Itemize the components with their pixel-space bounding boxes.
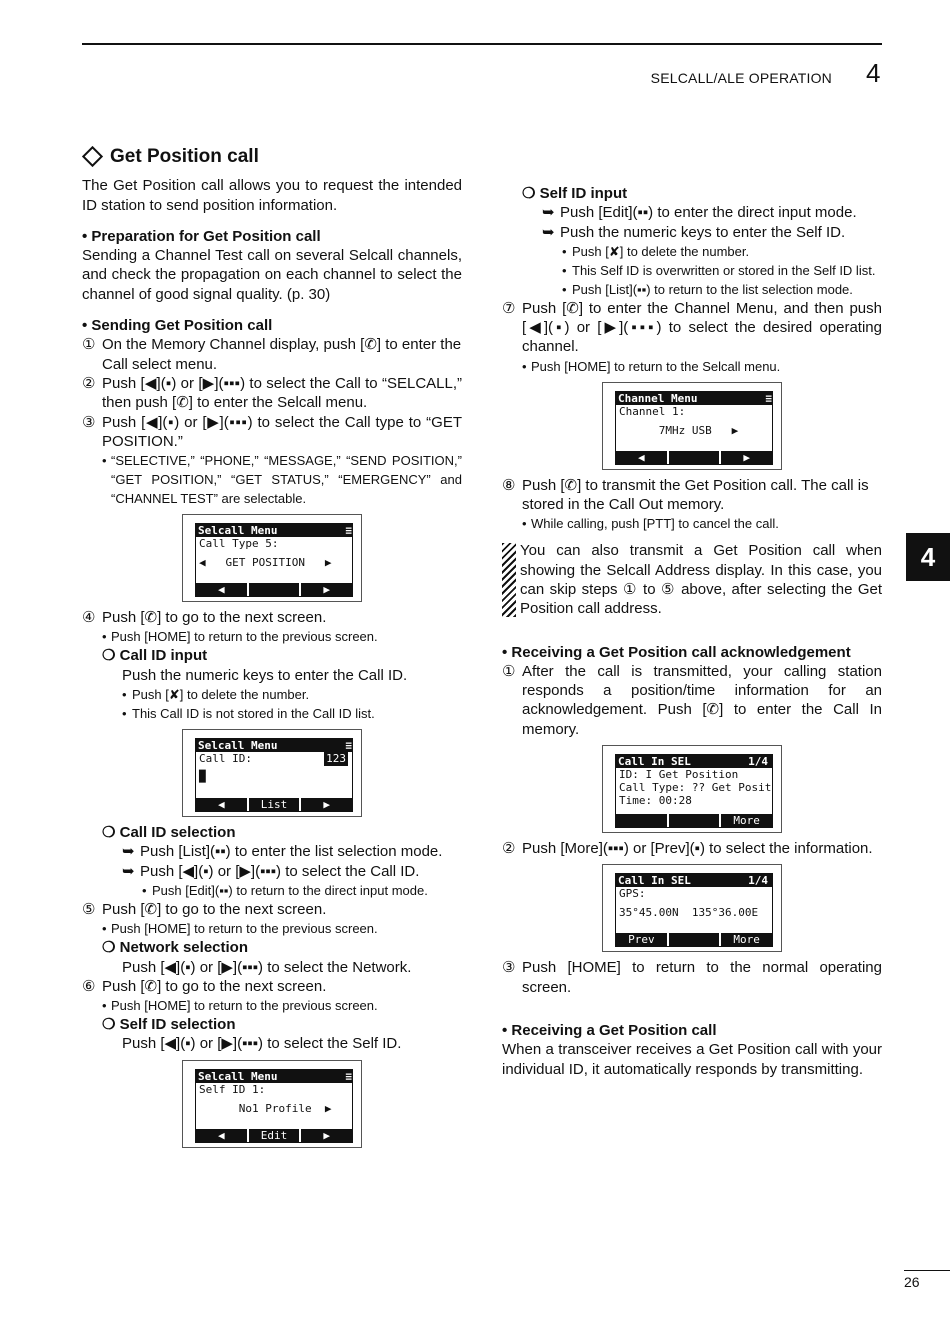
callid-input-text: Push the numeric keys to enter the Call ID. bbox=[122, 666, 408, 684]
lcd-row: GPS: bbox=[619, 887, 646, 901]
right-column bbox=[502, 184, 882, 1079]
selfin-note-3: • Push [List](▪▪) to return to the list selection mode. bbox=[562, 281, 853, 297]
softkey: ◀ bbox=[218, 798, 225, 812]
softkey: ◀ bbox=[218, 1128, 225, 1142]
page-number: 26 bbox=[904, 1274, 920, 1290]
lcd-title: Selcall Menu bbox=[198, 524, 278, 538]
selfin-note-2: • This Self ID is overwritten or stored in the Self ID list. bbox=[562, 262, 876, 278]
softkey bbox=[667, 451, 720, 464]
softkey: ▶ bbox=[299, 798, 352, 811]
network-heading: ❍ Network selection bbox=[102, 939, 248, 957]
step-5-note: • Push [HOME] to return to the previous screen. bbox=[102, 921, 378, 937]
lcd-count: 1/4 bbox=[748, 874, 768, 888]
step-1: ① On the Memory Channel display, push [✆] to enter the Call select menu. bbox=[82, 336, 462, 373]
step-7: ⑦ Push [✆] to enter the Channel Menu, and then push [◀](▪) or [▶](▪▪▪) to select the desired operating channel. bbox=[502, 299, 882, 356]
softkey: ▶ bbox=[719, 451, 772, 464]
left-column bbox=[82, 147, 462, 1154]
softkey: List bbox=[247, 798, 300, 811]
diamond-icon bbox=[82, 146, 103, 167]
callid-note-2: • This Call ID is not stored in the Call ID list. bbox=[122, 706, 375, 722]
top-rule bbox=[82, 43, 882, 45]
lcd-row: 7MHz USB ▶ bbox=[619, 423, 739, 437]
lcd-title: Channel Menu bbox=[618, 391, 698, 405]
softkey: ◀ bbox=[638, 450, 645, 464]
lcd-row: ID: I Get Position bbox=[619, 768, 739, 782]
network-text: Push [◀](▪) or [▶](▪▪▪) to select the Network. bbox=[122, 958, 412, 976]
selfid-selection-text: Push [◀](▪) or [▶](▪▪▪) to select the Self ID. bbox=[122, 1035, 402, 1053]
step-4: ④ Push [✆] to go to the next screen. bbox=[82, 609, 327, 627]
lcd-row: Self ID 1: bbox=[199, 1082, 266, 1096]
step-3-note: • “SELECTIVE,” “PHONE,” “MESSAGE,” “SEND POSITION,” “GET POSITION,” “GET STATUS,” “EMERGENCY” and “CHANNEL TEST” are selectable. bbox=[102, 453, 462, 507]
lcd-row: 35°45.00N 135°36.00E bbox=[619, 906, 759, 920]
step-2: ② Push [◀](▪) or [▶](▪▪▪) to select the Call to “SELCALL,” then push [✆] to enter the Selcall menu. bbox=[82, 374, 462, 412]
step-5: ⑤ Push [✆] to go to the next screen. bbox=[82, 900, 327, 918]
softkey: ▶ bbox=[299, 1129, 352, 1142]
callid-selection-heading: ❍ Call ID selection bbox=[102, 824, 236, 842]
softkey: ◀ bbox=[218, 583, 225, 597]
note-hatch-icon bbox=[502, 543, 516, 617]
page-rule bbox=[904, 1270, 950, 1271]
lcd-callin-1 bbox=[602, 745, 782, 833]
softkey: Edit bbox=[247, 1129, 300, 1142]
recv-text: When a transceiver receives a Get Position call with your individual ID, it automatically responds by transmitting. bbox=[502, 1041, 882, 1078]
lcd-row: Call Type 5: bbox=[199, 537, 279, 551]
softkey bbox=[247, 583, 300, 596]
lcd-title: Selcall Menu bbox=[198, 1069, 278, 1083]
recv-step-3: ③ Push [HOME] to return to the normal operating screen. bbox=[502, 959, 882, 996]
lcd-row: Time: 00:28 bbox=[619, 794, 692, 808]
step-6-note: • Push [HOME] to return to the previous screen. bbox=[102, 998, 378, 1014]
lcd-cursor: █ bbox=[199, 770, 206, 784]
section-title: Get Position call bbox=[82, 147, 462, 166]
callid-note-1: • Push [✘] to delete the number. bbox=[122, 687, 310, 703]
softkey: Prev bbox=[628, 933, 655, 947]
recv-ack-heading: • Receiving a Get Position call acknowledgement bbox=[502, 643, 851, 661]
callsel-note: • Push [Edit](▪▪) to return to the direct input mode. bbox=[142, 882, 428, 898]
lcd-value: 123 bbox=[326, 752, 346, 766]
softkey bbox=[667, 814, 720, 827]
selfin-arrow-2: ➥ Push the numeric keys to enter the Self ID. bbox=[542, 223, 846, 241]
lcd-selcall-selfid: Selcall Menu ≡ Self ID 1: No1 Profile ▶ ◀ Edit ▶ bbox=[182, 1060, 362, 1148]
prep-heading: • Preparation for Get Position call bbox=[82, 227, 321, 245]
step-8-note: • While calling, push [PTT] to cancel the call. bbox=[522, 516, 779, 532]
step-8: ⑧ Push [✆] to transmit the Get Position call. The call is stored in the Call Out memory. bbox=[502, 476, 869, 514]
lcd-selcall-calltype: Selcall Menu ≡ Call Type 5: ◀ GET POSITION ▶ ◀ ▶ bbox=[182, 514, 362, 602]
step-7-note: • Push [HOME] to return to the Selcall menu. bbox=[522, 358, 781, 374]
lcd-title: Call In SEL bbox=[618, 755, 691, 769]
lcd-channel-menu: Channel Menu ≡ Channel 1: 7MHz USB ▶ ◀ ▶ bbox=[602, 382, 782, 470]
callsel-arrow-1: ➥ Push [List](▪▪) to enter the list selection mode. bbox=[122, 843, 443, 861]
softkey bbox=[616, 814, 667, 827]
lcd-row: Channel 1: bbox=[619, 404, 686, 418]
softkey: More bbox=[719, 814, 772, 827]
send-heading: • Sending Get Position call bbox=[82, 317, 273, 335]
lcd-selcall-callid: Selcall Menu ≡ Call ID: 123 █ ◀ List ▶ bbox=[182, 729, 362, 817]
selfid-input-heading: ❍ Self ID input bbox=[522, 185, 628, 202]
lcd-row: Call Type: ?? Get Posit bbox=[619, 781, 772, 795]
callid-input-heading: ❍ Call ID input bbox=[102, 647, 208, 665]
softkey: ▶ bbox=[299, 583, 352, 596]
softkey bbox=[667, 933, 720, 946]
step-3: ③ Push [◀](▪) or [▶](▪▪▪) to select the Call type to “GET POSITION.” bbox=[82, 413, 462, 450]
lcd-row: No1 Profile ▶ bbox=[199, 1101, 332, 1115]
lcd-row: Call ID: bbox=[199, 752, 252, 766]
callsel-arrow-2: ➥ Push [◀](▪) or [▶](▪▪▪) to select the Call ID. bbox=[122, 862, 420, 880]
step-6: ⑥ Push [✆] to go to the next screen. bbox=[82, 977, 327, 995]
step-4-note: • Push [HOME] to return to the previous screen. bbox=[102, 629, 378, 645]
intro-text: The Get Position call allows you to request the intended ID station to send position information. bbox=[82, 177, 462, 214]
prep-text: Sending a Channel Test call on several Selcall channels, and check the propagation on each channel to select the channel of good signal quality. (p. 30) bbox=[82, 247, 462, 303]
selfin-note-1: • Push [✘] to delete the number. bbox=[562, 243, 750, 259]
softkey: More bbox=[719, 933, 772, 946]
recv-step-2: ② Push [More](▪▪▪) or [Prev](▪) to select the information. bbox=[502, 840, 873, 858]
info-note: You can also transmit a Get Position call when showing the Selcall Address display. In this case, you can skip steps ① to ⑤ above, after selecting the Get Position call address. bbox=[502, 541, 882, 618]
lcd-count: 1/4 bbox=[748, 755, 768, 769]
chapter-number: 4 bbox=[866, 58, 881, 88]
lcd-title: Selcall Menu bbox=[198, 739, 278, 753]
section-header: SELCALL/ALE OPERATION bbox=[650, 70, 832, 86]
selfin-arrow-1: ➥ Push [Edit](▪▪) to enter the direct input mode. bbox=[542, 204, 857, 222]
selfid-selection-heading: ❍ Self ID selection bbox=[102, 1016, 236, 1034]
chapter-tab: 4 bbox=[906, 533, 950, 581]
lcd-callin-2 bbox=[602, 864, 782, 952]
lcd-title: Call In SEL bbox=[618, 874, 691, 888]
lcd-row: ◀ GET POSITION ▶ bbox=[199, 556, 332, 570]
recv-heading: • Receiving a Get Position call bbox=[502, 1021, 717, 1039]
recv-step-1: ① After the call is transmitted, your calling station responds a position/time information for an acknowledgement. Push [✆] to enter the Call In memory. bbox=[502, 662, 882, 738]
